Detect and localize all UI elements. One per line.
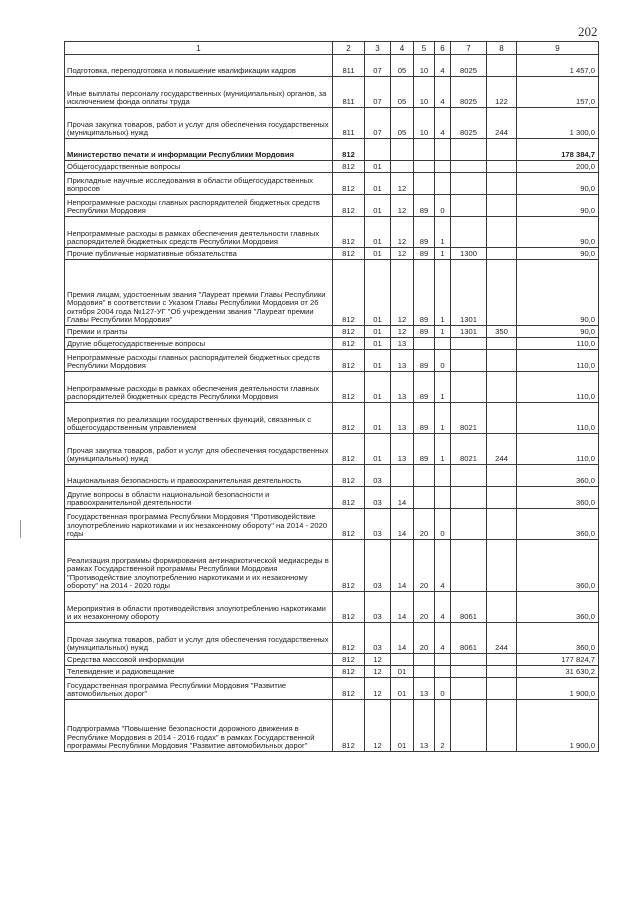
code-cell: 1301 — [451, 326, 487, 338]
row-name-cell: Иные выплаты персоналу государственных (муниципальных) органов, за исключением фонда оплаты труда — [65, 77, 333, 108]
amount-cell: 177 824,7 — [517, 654, 599, 666]
amount-cell: 360,0 — [517, 465, 599, 487]
code-cell — [451, 465, 487, 487]
code-cell — [487, 678, 517, 700]
amount-cell: 110,0 — [517, 338, 599, 350]
code-cell — [487, 217, 517, 248]
code-cell: 20 — [414, 592, 435, 623]
code-cell — [414, 139, 435, 161]
table-row — [65, 592, 599, 623]
header-cell: 2 — [333, 42, 365, 55]
row-name-cell: Мероприятия в области противодействия злоупотреблению наркотиками и их незаконному обороту — [65, 592, 333, 623]
code-cell: 03 — [365, 509, 391, 540]
code-cell: 14 — [391, 540, 414, 592]
code-cell — [435, 173, 451, 195]
header-cell: 5 — [414, 42, 435, 55]
table-row — [65, 161, 599, 173]
header-cell: 9 — [517, 42, 599, 55]
code-cell: 812 — [333, 139, 365, 161]
table-row — [65, 540, 599, 592]
code-cell: 1 — [435, 260, 451, 326]
code-cell: 1 — [435, 326, 451, 338]
code-cell — [435, 338, 451, 350]
code-cell: 812 — [333, 338, 365, 350]
amount-cell: 157,0 — [517, 77, 599, 108]
code-cell: 244 — [487, 623, 517, 654]
code-cell — [451, 139, 487, 161]
code-cell: 12 — [365, 678, 391, 700]
code-cell: 812 — [333, 540, 365, 592]
row-name-cell: Прочая закупка товаров, работ и услуг для обеспечения государственных (муниципальных) нужд — [65, 434, 333, 465]
amount-cell: 1 300,0 — [517, 108, 599, 139]
code-cell: 01 — [365, 372, 391, 403]
amount-cell: 90,0 — [517, 248, 599, 260]
code-cell: 12 — [365, 654, 391, 666]
code-cell — [487, 139, 517, 161]
code-cell — [487, 465, 517, 487]
code-cell: 10 — [414, 108, 435, 139]
table-row — [65, 654, 599, 666]
code-cell — [487, 248, 517, 260]
table-row — [65, 623, 599, 654]
code-cell — [435, 487, 451, 509]
code-cell: 05 — [391, 55, 414, 77]
header-row — [65, 42, 599, 55]
table-row — [65, 55, 599, 77]
table-row — [65, 403, 599, 434]
code-cell: 13 — [391, 372, 414, 403]
code-cell — [487, 700, 517, 752]
code-cell: 89 — [414, 217, 435, 248]
table-row — [65, 350, 599, 372]
code-cell: 01 — [391, 700, 414, 752]
code-cell: 1 — [435, 372, 451, 403]
code-cell: 10 — [414, 55, 435, 77]
table-row — [65, 372, 599, 403]
code-cell: 811 — [333, 108, 365, 139]
table-row — [65, 77, 599, 108]
code-cell: 811 — [333, 77, 365, 108]
row-name-cell: Министерство печати и информации Республики Мордовия — [65, 139, 333, 161]
code-cell: 13 — [391, 403, 414, 434]
code-cell — [414, 487, 435, 509]
row-name-cell: Непрограммные расходы в рамках обеспечения деятельности главных распорядителей бюджетных средств Республики Мордовия — [65, 372, 333, 403]
code-cell: 01 — [365, 326, 391, 338]
table-body — [65, 55, 599, 752]
amount-cell: 1 457,0 — [517, 55, 599, 77]
code-cell: 812 — [333, 248, 365, 260]
table-row — [65, 509, 599, 540]
code-cell: 89 — [414, 326, 435, 338]
code-cell: 01 — [365, 338, 391, 350]
code-cell: 8025 — [451, 77, 487, 108]
amount-cell: 90,0 — [517, 326, 599, 338]
amount-cell: 360,0 — [517, 487, 599, 509]
amount-cell: 360,0 — [517, 623, 599, 654]
code-cell: 812 — [333, 592, 365, 623]
code-cell — [487, 592, 517, 623]
code-cell — [487, 372, 517, 403]
code-cell: 20 — [414, 540, 435, 592]
code-cell: 05 — [391, 77, 414, 108]
code-cell: 01 — [365, 434, 391, 465]
amount-cell: 90,0 — [517, 195, 599, 217]
code-cell: 14 — [391, 509, 414, 540]
code-cell: 4 — [435, 55, 451, 77]
code-cell: 07 — [365, 77, 391, 108]
table-row — [65, 173, 599, 195]
code-cell — [451, 161, 487, 173]
code-cell — [451, 540, 487, 592]
code-cell — [414, 173, 435, 195]
code-cell: 13 — [414, 678, 435, 700]
code-cell: 811 — [333, 55, 365, 77]
table-row — [65, 678, 599, 700]
code-cell — [451, 509, 487, 540]
code-cell — [435, 161, 451, 173]
code-cell — [487, 654, 517, 666]
code-cell — [414, 465, 435, 487]
code-cell — [391, 654, 414, 666]
row-name-cell: Другие общегосударственные вопросы — [65, 338, 333, 350]
table-row — [65, 700, 599, 752]
table-row — [65, 195, 599, 217]
table-row — [65, 434, 599, 465]
code-cell: 8021 — [451, 434, 487, 465]
code-cell: 01 — [391, 666, 414, 678]
code-cell — [487, 173, 517, 195]
code-cell: 812 — [333, 260, 365, 326]
row-name-cell: Телевидение и радиовещание — [65, 666, 333, 678]
code-cell — [451, 372, 487, 403]
code-cell: 13 — [391, 350, 414, 372]
code-cell: 03 — [365, 623, 391, 654]
code-cell — [487, 161, 517, 173]
code-cell: 0 — [435, 195, 451, 217]
row-name-cell: Средства массовой информации — [65, 654, 333, 666]
amount-cell: 1 900,0 — [517, 678, 599, 700]
code-cell — [487, 540, 517, 592]
amount-cell: 110,0 — [517, 403, 599, 434]
code-cell — [391, 139, 414, 161]
table-row — [65, 217, 599, 248]
code-cell: 14 — [391, 487, 414, 509]
code-cell: 01 — [365, 217, 391, 248]
row-name-cell: Непрограммные расходы главных распорядителей бюджетных средств Республики Мордовия — [65, 195, 333, 217]
code-cell — [414, 161, 435, 173]
code-cell: 12 — [365, 666, 391, 678]
code-cell: 8025 — [451, 108, 487, 139]
code-cell: 812 — [333, 161, 365, 173]
code-cell: 4 — [435, 108, 451, 139]
amount-cell: 360,0 — [517, 592, 599, 623]
code-cell: 244 — [487, 434, 517, 465]
code-cell: 01 — [365, 173, 391, 195]
header-cell: 4 — [391, 42, 414, 55]
table-row — [65, 139, 599, 161]
code-cell: 1 — [435, 248, 451, 260]
amount-cell: 31 630,2 — [517, 666, 599, 678]
code-cell: 14 — [391, 592, 414, 623]
code-cell — [451, 487, 487, 509]
code-cell: 89 — [414, 248, 435, 260]
code-cell — [451, 217, 487, 248]
header-cell: 1 — [65, 42, 333, 55]
code-cell: 812 — [333, 487, 365, 509]
code-cell: 13 — [414, 700, 435, 752]
code-cell: 12 — [391, 260, 414, 326]
code-cell — [414, 338, 435, 350]
header-cell: 6 — [435, 42, 451, 55]
amount-cell: 360,0 — [517, 540, 599, 592]
code-cell — [451, 195, 487, 217]
code-cell: 12 — [391, 217, 414, 248]
code-cell: 812 — [333, 434, 365, 465]
code-cell — [414, 654, 435, 666]
amount-cell: 178 384,7 — [517, 139, 599, 161]
code-cell — [487, 487, 517, 509]
page-number: 202 — [578, 24, 598, 39]
code-cell: 12 — [365, 700, 391, 752]
code-cell: 812 — [333, 403, 365, 434]
budget-table — [64, 41, 599, 752]
row-name-cell: Общегосударственные вопросы — [65, 161, 333, 173]
code-cell: 01 — [365, 403, 391, 434]
code-cell: 0 — [435, 509, 451, 540]
code-cell: 1301 — [451, 260, 487, 326]
code-cell: 812 — [333, 173, 365, 195]
row-name-cell: Премии и гранты — [65, 326, 333, 338]
code-cell: 05 — [391, 108, 414, 139]
code-cell: 8061 — [451, 592, 487, 623]
amount-cell: 90,0 — [517, 260, 599, 326]
code-cell: 03 — [365, 540, 391, 592]
amount-cell: 110,0 — [517, 372, 599, 403]
table-row — [65, 108, 599, 139]
code-cell: 07 — [365, 55, 391, 77]
row-name-cell: Премия лицам, удостоенным звания "Лауреат премии Главы Республики Мордовия" в соответствии с Указом Главы Республики Мордовия от 26 октября 2004 года №127-УГ "Об учреждении звания "Лауреат премии Главы Республики Мордовия" — [65, 260, 333, 326]
code-cell: 89 — [414, 434, 435, 465]
code-cell — [487, 509, 517, 540]
code-cell: 812 — [333, 700, 365, 752]
code-cell: 4 — [435, 540, 451, 592]
code-cell: 89 — [414, 372, 435, 403]
code-cell — [451, 666, 487, 678]
row-name-cell: Прочая закупка товаров, работ и услуг для обеспечения государственных (муниципальных) нужд — [65, 623, 333, 654]
code-cell — [487, 195, 517, 217]
code-cell: 14 — [391, 623, 414, 654]
code-cell — [487, 666, 517, 678]
code-cell: 1 — [435, 217, 451, 248]
code-cell: 1 — [435, 434, 451, 465]
code-cell: 4 — [435, 623, 451, 654]
code-cell: 03 — [365, 465, 391, 487]
code-cell — [487, 403, 517, 434]
code-cell — [487, 260, 517, 326]
code-cell — [451, 350, 487, 372]
table-row — [65, 465, 599, 487]
code-cell: 812 — [333, 372, 365, 403]
code-cell — [487, 350, 517, 372]
code-cell: 812 — [333, 465, 365, 487]
row-name-cell: Непрограммные расходы главных распорядителей бюджетных средств Республики Мордовия — [65, 350, 333, 372]
code-cell: 8021 — [451, 403, 487, 434]
row-name-cell: Реализация программы формирования антинаркотической медиасреды в рамках Государственной программы Республики Мордовия "Противодействие злоупотреблению наркотиками и их незаконному обороту" на 2014 - 2020 годы — [65, 540, 333, 592]
code-cell — [487, 338, 517, 350]
code-cell: 01 — [365, 260, 391, 326]
code-cell: 01 — [365, 161, 391, 173]
code-cell — [451, 173, 487, 195]
code-cell: 122 — [487, 77, 517, 108]
code-cell: 20 — [414, 509, 435, 540]
code-cell: 12 — [391, 195, 414, 217]
row-name-cell: Государственная программа Республики Мордовия "Развитие автомобильных дорог" — [65, 678, 333, 700]
code-cell: 89 — [414, 195, 435, 217]
code-cell — [391, 161, 414, 173]
code-cell: 1 — [435, 403, 451, 434]
row-name-cell: Прочие публичные нормативные обязательства — [65, 248, 333, 260]
row-name-cell: Подпрограмма "Повышение безопасности дорожного движения в Республике Мордовия в 2014 - 2016 годах" в рамках Государственной программы Республики Мордовия "Развитие автомобильных дорог" — [65, 700, 333, 752]
code-cell: 812 — [333, 195, 365, 217]
code-cell: 2 — [435, 700, 451, 752]
row-name-cell: Государственная программа Республики Мордовия "Противодействие злоупотреблению наркотиками и их незаконному обороту" на 2014 - 2020 годы — [65, 509, 333, 540]
amount-cell: 360,0 — [517, 509, 599, 540]
code-cell: 812 — [333, 678, 365, 700]
table-row — [65, 260, 599, 326]
code-cell: 01 — [391, 678, 414, 700]
code-cell: 812 — [333, 654, 365, 666]
code-cell — [451, 338, 487, 350]
code-cell: 812 — [333, 350, 365, 372]
code-cell: 89 — [414, 260, 435, 326]
code-cell: 4 — [435, 77, 451, 108]
code-cell — [451, 700, 487, 752]
table-row — [65, 338, 599, 350]
code-cell — [435, 666, 451, 678]
margin-mark — [20, 520, 21, 538]
code-cell: 12 — [391, 326, 414, 338]
header-cell: 8 — [487, 42, 517, 55]
code-cell: 812 — [333, 623, 365, 654]
row-name-cell: Мероприятия по реализации государственных функций, связанных с общегосударственным управлением — [65, 403, 333, 434]
code-cell — [414, 666, 435, 678]
code-cell: 8061 — [451, 623, 487, 654]
code-cell — [391, 465, 414, 487]
code-cell — [435, 465, 451, 487]
table-row — [65, 666, 599, 678]
code-cell: 4 — [435, 592, 451, 623]
amount-cell: 90,0 — [517, 217, 599, 248]
code-cell — [451, 678, 487, 700]
row-name-cell: Непрограммные расходы в рамках обеспечения деятельности главных распорядителей бюджетных средств Республики Мордовия — [65, 217, 333, 248]
row-name-cell: Прочая закупка товаров, работ и услуг для обеспечения государственных (муниципальных) нужд — [65, 108, 333, 139]
code-cell: 89 — [414, 403, 435, 434]
row-name-cell: Национальная безопасность и правоохранительная деятельность — [65, 465, 333, 487]
code-cell: 03 — [365, 592, 391, 623]
code-cell: 12 — [391, 173, 414, 195]
code-cell: 0 — [435, 678, 451, 700]
code-cell — [435, 139, 451, 161]
code-cell: 01 — [365, 195, 391, 217]
code-cell: 1300 — [451, 248, 487, 260]
row-name-cell: Прикладные научные исследования в области общегосударственных вопросов — [65, 173, 333, 195]
amount-cell: 110,0 — [517, 434, 599, 465]
code-cell: 01 — [365, 350, 391, 372]
code-cell — [435, 654, 451, 666]
table-row — [65, 248, 599, 260]
code-cell: 13 — [391, 338, 414, 350]
header-cell: 3 — [365, 42, 391, 55]
code-cell — [487, 55, 517, 77]
code-cell: 812 — [333, 666, 365, 678]
code-cell: 20 — [414, 623, 435, 654]
code-cell: 89 — [414, 350, 435, 372]
code-cell — [451, 654, 487, 666]
table-row — [65, 487, 599, 509]
code-cell: 07 — [365, 108, 391, 139]
code-cell: 03 — [365, 487, 391, 509]
code-cell: 350 — [487, 326, 517, 338]
code-cell: 812 — [333, 509, 365, 540]
amount-cell: 1 900,0 — [517, 700, 599, 752]
code-cell — [365, 139, 391, 161]
row-name-cell: Подготовка, переподготовка и повышение квалификации кадров — [65, 55, 333, 77]
code-cell: 13 — [391, 434, 414, 465]
code-cell: 0 — [435, 350, 451, 372]
code-cell: 812 — [333, 217, 365, 248]
code-cell: 01 — [365, 248, 391, 260]
code-cell: 10 — [414, 77, 435, 108]
code-cell: 812 — [333, 326, 365, 338]
table-row — [65, 326, 599, 338]
header-cell: 7 — [451, 42, 487, 55]
row-name-cell: Другие вопросы в области национальной безопасности и правоохранительной деятельности — [65, 487, 333, 509]
amount-cell: 110,0 — [517, 350, 599, 372]
code-cell: 244 — [487, 108, 517, 139]
amount-cell: 200,0 — [517, 161, 599, 173]
code-cell: 12 — [391, 248, 414, 260]
code-cell: 8025 — [451, 55, 487, 77]
amount-cell: 90,0 — [517, 173, 599, 195]
